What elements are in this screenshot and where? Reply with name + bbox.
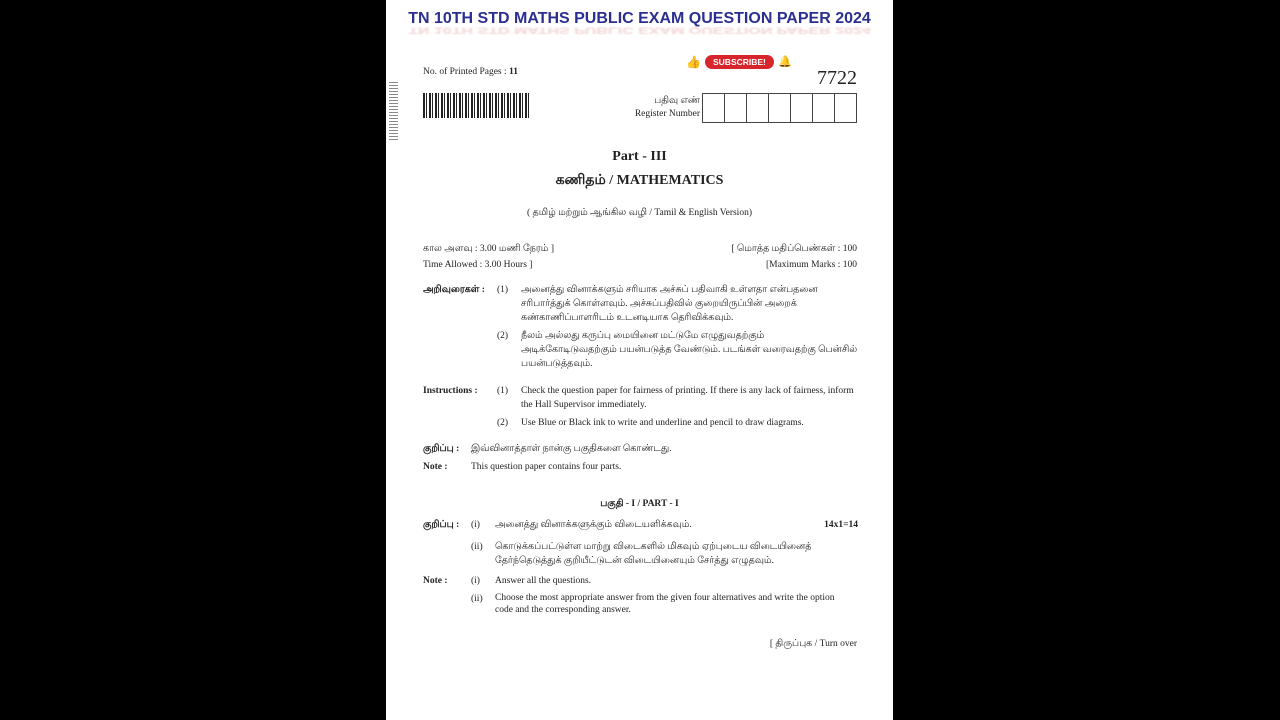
maximum-marks [731, 241, 857, 273]
marks-en: [Maximum Marks : 100 [765, 260, 857, 270]
note-item: கொடுக்கப்பட்டுள்ள மாற்று விடைகளில் மிகவும் ஏற்புடைய விடையினைத் தேர்ந்தெடுத்துக் குறியீட்டுடன் விடையினையும் சேர்த்து எழுதவும். [495, 542, 812, 566]
register-label-en: Register Number [634, 109, 700, 119]
marks-ta: [ மொத்த மதிப்பெண்கள் : 100 [731, 244, 857, 254]
instructions-english [423, 384, 858, 430]
register-label-ta: பதிவு எண் [654, 96, 700, 106]
note-en: This question paper contains four parts. [471, 462, 622, 472]
time-ta: கால அளவு : 3.00 மணி நேரம் ] [423, 244, 554, 254]
part-one-marks: 14x1=14 [824, 520, 858, 530]
video-title-banner: TN 10TH STD MATHS PUBLIC EXAM QUESTION PAPER 2024 [408, 10, 871, 27]
version-text: ( தமிழ் மற்றும் ஆங்கில வழி / Tamil & English Version) [527, 208, 752, 218]
p1-note-en-label: Note : [423, 576, 448, 586]
note-item: அனைத்து வினாக்களுக்கும் விடையளிக்கவும். [495, 520, 692, 530]
time-en: Time Allowed : 3.00 Hours ] [423, 260, 533, 270]
banner-reflection: TN 10TH STD MATHS PUBLIC EXAM QUESTION PAPER 2024 [408, 25, 871, 36]
item-number: (1) [497, 285, 509, 295]
instruction-item: Check the question paper for fairness of printing. If there is any lack of fairness, inform the Hall Supervisor immediately. [521, 386, 854, 410]
paper-code: 7722 [817, 67, 857, 89]
part-one-notes-tamil [423, 518, 858, 568]
barcode [423, 93, 531, 118]
time-allowed [423, 241, 554, 273]
item-number: (ii) [471, 542, 483, 552]
instructions-tamil [423, 283, 858, 371]
register-label [614, 95, 700, 121]
subject-title: கணிதம் / MATHEMATICS [555, 173, 724, 188]
p1-note-ta-label: குறிப்பு : [423, 520, 460, 530]
instruction-item: அனைத்து வினாக்களும் சரியாக அச்சுப் பதிவாகி உள்ளதா என்பதனை சரிபார்த்துக் கொள்ளவும். அச்சுப்பதிவில் குறையிருப்பின் அறைக் கண்காணிப்பாளரிடம் உடனடியாக தெரிவிக்கவும். [521, 285, 818, 323]
instructions-english-label: Instructions : [423, 386, 478, 396]
instruction-item: Use Blue or Black ink to write and underline and pencil to draw diagrams. [521, 418, 804, 428]
item-number: (i) [471, 576, 480, 586]
instruction-item: நீலம் அல்லது கருப்பு மையினை மட்டுமே எழுதுவதற்கும் அடிக்கோடிடுவதற்கும் பயன்படுத்த வேண்டும். படங்கள் வரைவதற்கு பென்சில் பயன்படுத்தவும். [521, 331, 858, 369]
subscribe-button[interactable]: SUBSCRIBE! [705, 55, 774, 69]
printed-pages [423, 67, 518, 77]
printed-pages-label: No. of Printed Pages : [423, 67, 510, 77]
item-number: (2) [497, 331, 509, 341]
note-item: Answer all the questions. [495, 576, 592, 586]
instructions-tamil-label: அறிவுரைகள் : [423, 285, 485, 295]
note-ta-label: குறிப்பு : [423, 444, 460, 454]
note-section [423, 442, 858, 474]
exam-paper-page [386, 0, 893, 720]
part-one-notes-english [423, 574, 858, 616]
part-title: Part - III [612, 149, 667, 164]
item-number: (ii) [471, 594, 483, 604]
register-number-boxes [702, 93, 857, 123]
note-en-label: Note : [423, 462, 448, 472]
edge-lines [389, 82, 398, 140]
part-one-heading: பகுதி - I / PART - I [600, 499, 679, 509]
printed-pages-value: 11 [509, 67, 519, 77]
item-number: (2) [497, 418, 509, 428]
note-ta: இவ்வினாத்தாள் நான்கு பகுதிகளை கொண்டது. [471, 444, 672, 454]
turn-over: [ திருப்புக / Turn over [769, 639, 857, 649]
like-hand-icon[interactable]: 👍 [686, 55, 701, 69]
note-item: Choose the most appropriate answer from the given four alternatives and write the option code and the corresponding answer. [495, 593, 835, 615]
bell-icon[interactable]: 🔔 [778, 56, 792, 68]
item-number: (1) [497, 386, 509, 396]
item-number: (i) [471, 520, 480, 530]
